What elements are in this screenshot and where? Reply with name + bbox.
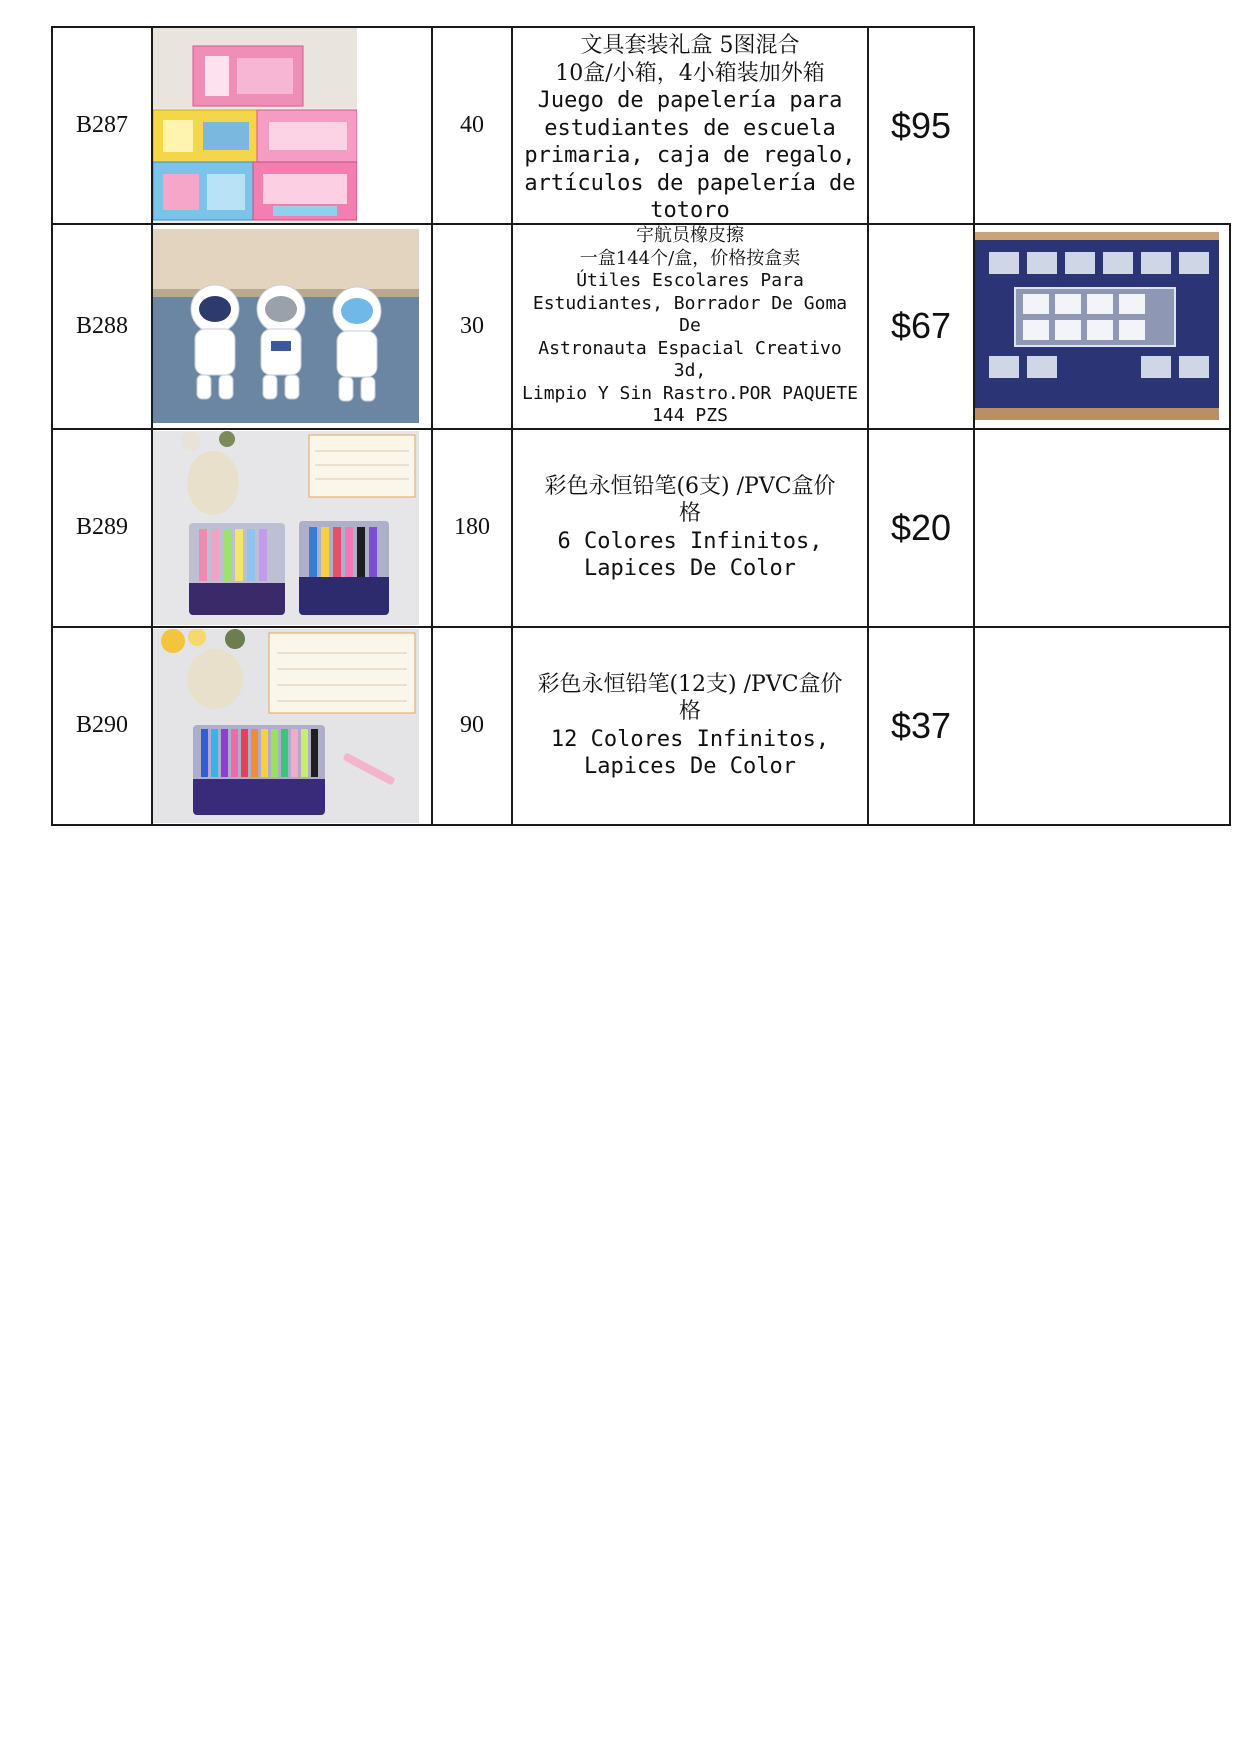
description-zh-line: 一盒144个/盒，价格按盒卖 (579, 247, 801, 269)
table-row (52, 429, 1230, 627)
product-code-cell (52, 627, 152, 825)
product-description (513, 225, 867, 428)
description-zh-line: 10盒/小箱，4小箱装加外箱 (555, 60, 825, 86)
description-cell (512, 224, 868, 429)
product-code-cell (52, 27, 152, 224)
price: $67 (890, 305, 952, 347)
description-es-line: Lapices De Color (584, 754, 796, 779)
table-row (52, 27, 1230, 224)
empty-cell (974, 429, 1230, 627)
product-description (513, 473, 867, 583)
description-zh-line: 文具套装礼盒 5图混合 (580, 33, 800, 58)
quantity-cell (432, 429, 512, 627)
description-es-line: Lapices De Color (584, 556, 796, 581)
description-es-line: 144 PZS (652, 405, 728, 426)
quantity: 180 (454, 514, 490, 540)
description-cell (512, 27, 868, 224)
extra-photo-cell (974, 224, 1230, 429)
description-zh-line: 宇航员橡皮擦 (636, 225, 744, 246)
price-cell (868, 627, 974, 825)
description-es-line: artículos de papelería de (524, 170, 856, 196)
price: $20 (890, 506, 952, 548)
description-es-line: 6 Colores Infinitos, (557, 528, 823, 554)
quantity: 40 (460, 112, 484, 138)
description-es-line: primaria, caja de regalo, (524, 143, 856, 168)
product-code: B288 (75, 312, 128, 339)
product-table (51, 26, 1231, 826)
quantity-cell (432, 627, 512, 825)
description-zh-line: 彩色永恒铅笔(12支) /PVC盒价 (537, 671, 843, 697)
product-catalog-sheet (51, 26, 1231, 826)
quantity: 30 (460, 312, 484, 339)
description-es-line: Estudiantes, Borrador De Goma De (532, 292, 848, 336)
quantity: 90 (460, 712, 484, 738)
description-zh-line: 彩色永恒铅笔(6支) /PVC盒价 (544, 473, 836, 499)
table-row (52, 224, 1230, 429)
price: $95 (890, 104, 952, 146)
description-es-line: estudiantes de escuela (544, 115, 836, 141)
price: $37 (890, 704, 952, 746)
product-code: B287 (75, 112, 128, 138)
description-es-line: 12 Colores Infinitos, (550, 726, 830, 752)
product-photo-cell (152, 627, 432, 825)
quantity-cell (432, 224, 512, 429)
product-code: B289 (75, 514, 128, 540)
boxed-erasers-photo (975, 232, 1229, 420)
description-cell (512, 627, 868, 825)
description-es-line: Útiles Escolares Para (576, 270, 804, 291)
empty-cell (974, 627, 1230, 825)
six-color-pencils-photo (153, 431, 431, 625)
price-cell (868, 429, 974, 627)
astronaut-erasers-photo (153, 229, 431, 423)
product-code: B290 (75, 712, 128, 738)
description-zh-line: 格 (678, 699, 701, 724)
product-photo-cell (152, 224, 432, 429)
twelve-color-pencils-photo (153, 629, 431, 823)
quantity-cell (432, 27, 512, 224)
description-es-line: Limpio Y Sin Rastro.POR PAQUETE (522, 382, 858, 404)
description-cell (512, 429, 868, 627)
product-description (513, 28, 867, 223)
price-cell (868, 27, 974, 224)
empty-cell (974, 27, 1230, 224)
product-photo-cell (152, 27, 432, 224)
product-photo-cell (152, 429, 432, 627)
table-row (52, 627, 1230, 825)
stationery-gift-boxes-photo (153, 28, 431, 223)
description-es-line: Juego de papelería para (537, 88, 843, 113)
product-description (513, 671, 867, 781)
description-es-line: totoro (650, 198, 730, 223)
price-cell (868, 224, 974, 429)
product-code-cell (52, 224, 152, 429)
product-code-cell (52, 429, 152, 627)
description-es-line: Astronauta Espacial Creativo 3d, (538, 337, 842, 381)
description-zh-line: 格 (678, 501, 701, 526)
